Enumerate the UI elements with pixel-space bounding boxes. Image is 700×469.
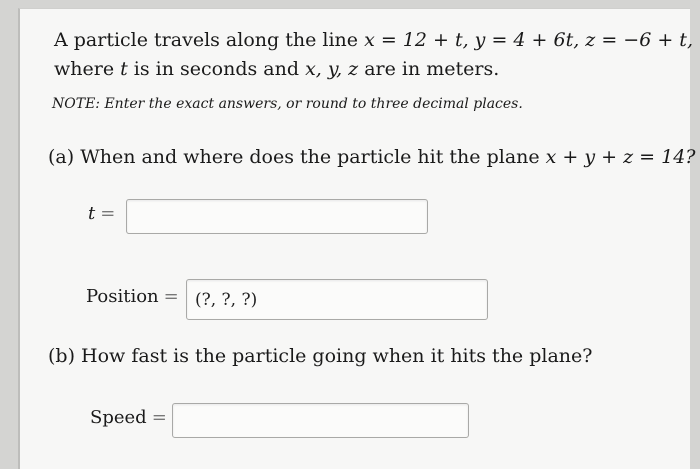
problem-line-2 (54, 55, 684, 84)
part-a-question-text: (a) When and where does the particle hit the plane (48, 146, 546, 168)
speed-label (90, 407, 167, 428)
time-variable: t (120, 58, 128, 80)
position-equals-sign: = (163, 286, 179, 307)
problem-statement (54, 26, 693, 84)
line-equations: x = 12 + t, y = 4 + 6t, z = −6 + t, (364, 29, 693, 51)
position-answer-input[interactable] (186, 279, 488, 320)
problem-text-where: where (54, 58, 121, 80)
problem-text-meters: are in meters. (358, 58, 500, 80)
position-label (86, 286, 179, 307)
t-variable: t (88, 203, 96, 224)
part-a-question (48, 146, 696, 168)
t-label (88, 203, 115, 224)
problem-text-seconds: is in seconds and (127, 58, 306, 80)
position-label-text: Position (86, 286, 159, 307)
problem-line-1 (54, 26, 693, 55)
speed-answer-input[interactable] (172, 403, 469, 438)
speed-equals-sign: = (151, 407, 167, 428)
problem-text-prefix: A particle travels along the line (54, 29, 365, 51)
rounding-note: NOTE: Enter the exact answers, or round to three decimal places. (52, 96, 523, 112)
speed-label-text: Speed (90, 407, 147, 428)
part-b-question: (b) How fast is the particle going when it hits the plane? (48, 345, 593, 367)
coordinate-variables: x, y, z (305, 58, 359, 80)
t-equals-sign: = (100, 203, 116, 224)
t-answer-input[interactable] (126, 199, 428, 234)
plane-equation: x + y + z = 14? (545, 146, 696, 168)
